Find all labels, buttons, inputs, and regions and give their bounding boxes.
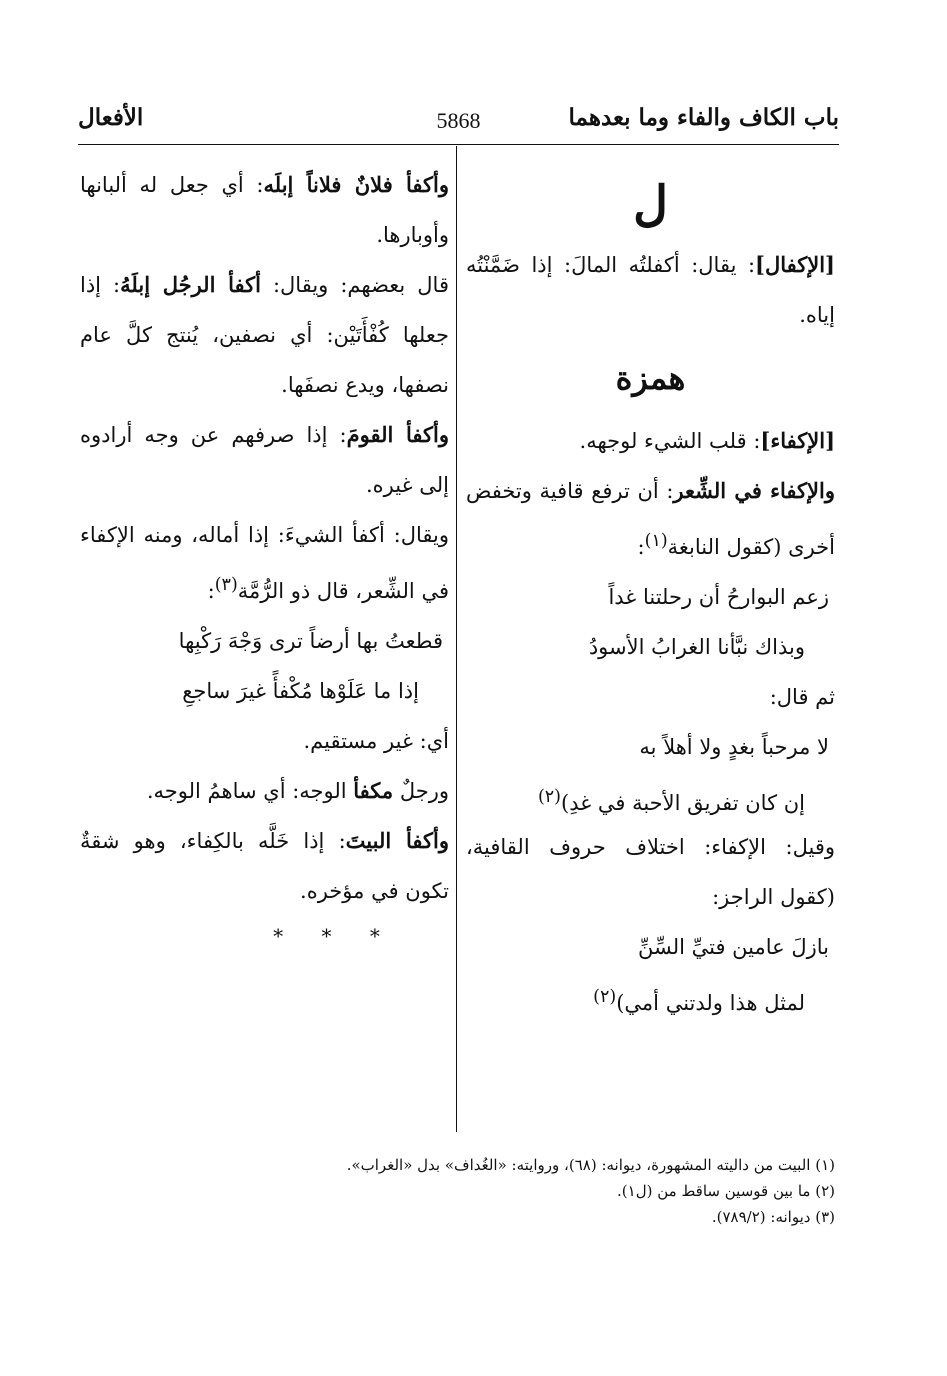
term-ikfal: [الإكفال] bbox=[755, 252, 835, 277]
entry-ikfal bbox=[466, 240, 835, 340]
definition-ikfa-poetry: : أن ترفع قافية وتخفض أخرى (كقول النابغة bbox=[466, 479, 835, 559]
verse-line bbox=[466, 972, 835, 1022]
column-divider bbox=[456, 146, 457, 1132]
term: وأكفأ القومَ bbox=[346, 422, 449, 447]
term-ikfa-poetry: والإكفاء في الشِّعر bbox=[673, 478, 835, 503]
entry-ikfa bbox=[466, 416, 835, 466]
definition: : إذا جعلها كُفْأَتَيْن: أي نصفين، يُنتج كلَّ عام نصفها، ويدع نصفَها. bbox=[80, 273, 449, 397]
entry-akfa-house bbox=[80, 816, 449, 916]
colon: : bbox=[207, 579, 215, 603]
footnotes bbox=[120, 1152, 835, 1230]
verse-line: لا مرحباً بغدٍ ولا أهلاً به bbox=[639, 735, 829, 759]
footnote-ref-2: (٢) bbox=[537, 787, 561, 807]
term-akfa: وأكفأ فلانٌ فلاناً إبلَه bbox=[263, 172, 449, 197]
right-column bbox=[466, 160, 835, 1022]
verse-text: لمثل هذا ولدتني أمي) bbox=[616, 991, 805, 1015]
definition: : إذا خَلَّه بالكِفاء، وهو شقةٌ تكون في مؤخره. bbox=[80, 829, 449, 903]
entry-akfa-people bbox=[80, 410, 449, 510]
footnote-1: (١) البيت من داليته المشهورة، ديوانه: (٦٨)، وروايته: «الغُداف» بدل «الغراب». bbox=[346, 1156, 835, 1174]
page-number: 5868 bbox=[436, 108, 481, 133]
chapter-title: باب الكاف والفاء وما بعدهما bbox=[568, 104, 839, 131]
gloss: أي: غير مستقيم. bbox=[303, 729, 449, 753]
footnote-3: (٣) ديوانه: (٧٨٩/٢). bbox=[711, 1208, 835, 1226]
footnote-ref-3: (٣) bbox=[214, 575, 238, 595]
verse-line: بازلَ عامين فتيِّ السِّنِّ bbox=[638, 935, 829, 959]
section-title: الأفعال bbox=[78, 104, 144, 131]
definition-ikfal: : يقال: أكفلتُه المالَ: إذا ضَمَّنْتُه إياه. bbox=[466, 253, 835, 327]
verse-text: إن كان تفريق الأحبة في غدِ) bbox=[561, 791, 805, 815]
footnote-2: (٢) ما بين قوسين ساقط من (ل١). bbox=[617, 1182, 835, 1200]
verse-line: قطعتُ بها أرضاً ترى وَجْهَ رَكْبِها bbox=[178, 629, 443, 653]
footnote-ref-1: (١) bbox=[644, 531, 668, 551]
header-divider bbox=[78, 144, 839, 145]
definition: : إذا صرفهم عن وجه أرادوه إلى غيره. bbox=[80, 423, 449, 497]
definition: : أي جعل له ألبانها وأوبارها. bbox=[80, 173, 449, 247]
term: مكفأ bbox=[353, 778, 394, 803]
definition: ويقال: أكفأ الشيءَ: إذا أماله، ومنه الإكفاء في الشِّعر، قال ذو الرُّمَّة bbox=[80, 523, 449, 603]
section-end-stars: * * * bbox=[273, 924, 396, 948]
verse-line bbox=[466, 772, 835, 822]
entry-mukfa bbox=[80, 766, 449, 816]
verse-line: وبذاك نبَّأنا الغرابُ الأسودُ bbox=[588, 635, 805, 659]
page-header bbox=[78, 104, 839, 144]
letter-heading: ل bbox=[633, 176, 668, 232]
section-heading-hamza: همزة bbox=[615, 359, 686, 397]
footnote-ref-2b: (٢) bbox=[593, 987, 617, 1007]
text: ورجلٌ bbox=[393, 779, 449, 803]
term: أكفأ الرجُل إبلَهُ bbox=[120, 272, 261, 297]
term: وأكفأ البيتَ bbox=[345, 828, 449, 853]
left-column bbox=[80, 160, 449, 956]
definition-ikfa: : قلب الشيء لوجهه. bbox=[579, 429, 761, 453]
colon: : bbox=[637, 535, 645, 559]
entry-akfa-halves bbox=[80, 260, 449, 410]
entry-ikfa-alt: وقيل: الإكفاء: اختلاف حروف القافية، (كقول الراجز: bbox=[466, 835, 835, 909]
entry-akfa-camels bbox=[80, 160, 449, 260]
entry-ikfa-poetry bbox=[466, 466, 835, 572]
verse-line: إذا ما عَلَوْها مُكْفأً غيرَ ساجعِ bbox=[182, 679, 419, 703]
term-ikfa: [الإكفاء] bbox=[760, 428, 835, 453]
then-said: ثم قال: bbox=[769, 685, 835, 709]
intro: قال بعضهم: ويقال: bbox=[260, 273, 449, 297]
definition: الوجه: أي ساهمُ الوجه. bbox=[146, 779, 354, 803]
entry-akfa-tilt bbox=[80, 510, 449, 616]
verse-line: زعم البوارحُ أن رحلتنا غداً bbox=[608, 585, 829, 609]
